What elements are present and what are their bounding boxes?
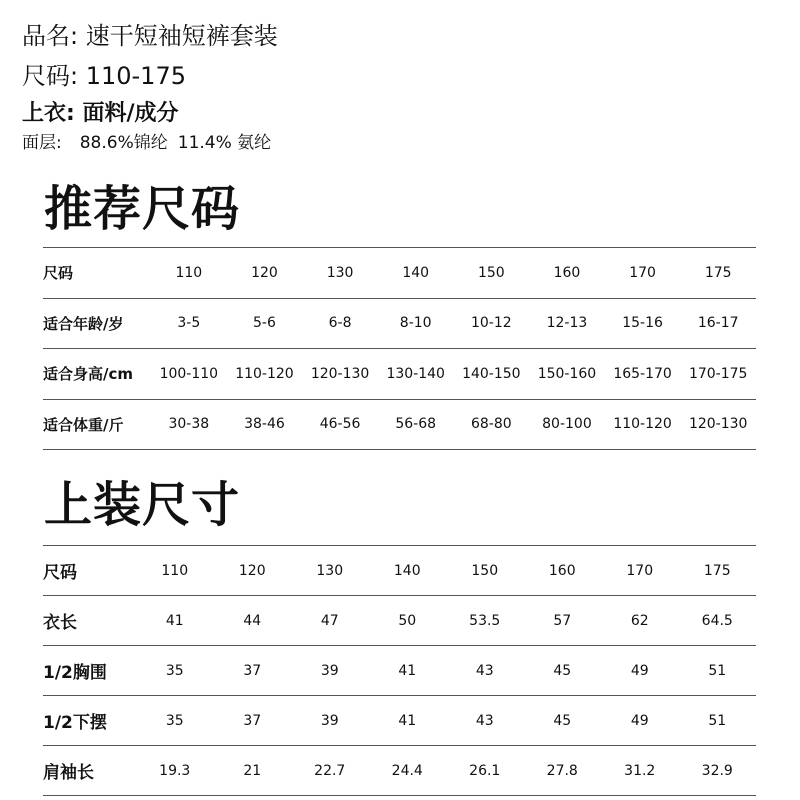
table-cell: 49 (601, 646, 679, 696)
table-cell: 32.9 (679, 746, 757, 796)
table-cell: 10-12 (454, 298, 530, 349)
table-cell: 22.7 (291, 746, 369, 796)
table-cell: 110 (151, 248, 227, 299)
table-cell: 110-120 (605, 399, 681, 450)
table-cell: 15-16 (605, 298, 681, 349)
table-cell: 120 (214, 546, 292, 596)
table-cell: 150 (454, 248, 530, 299)
fabric-spandex: 11.4% 氨纶 (177, 133, 272, 153)
table-cell: 120-130 (302, 349, 378, 400)
row-label: 衣长 (43, 596, 136, 646)
table-cell: 35 (136, 646, 214, 696)
table-cell: 56-68 (378, 399, 454, 450)
table-cell: 170 (605, 248, 681, 299)
table-cell: 130 (302, 248, 378, 299)
table-row (43, 546, 756, 596)
table-cell: 43 (446, 696, 524, 746)
table-cell: 100-110 (151, 349, 227, 400)
table-row (43, 298, 756, 349)
table-cell: 47 (291, 596, 369, 646)
table-cell: 26.1 (446, 746, 524, 796)
recommended-size-title: 推荐尺码 (44, 181, 241, 237)
table-cell: 53.5 (446, 596, 524, 646)
table-cell: 37 (214, 696, 292, 746)
table-row (43, 596, 756, 646)
table-cell: 45 (524, 696, 602, 746)
recommended-size-table (43, 247, 756, 450)
row-label: 肩袖长 (43, 746, 136, 796)
table-cell: 8-10 (378, 298, 454, 349)
table-cell: 41 (136, 596, 214, 646)
table-cell: 41 (369, 646, 447, 696)
row-label: 适合体重/斤 (43, 399, 151, 450)
table-cell: 175 (679, 546, 757, 596)
table-cell: 44 (214, 596, 292, 646)
row-label: 1/2下摆 (43, 696, 136, 746)
table-cell: 120 (227, 248, 303, 299)
table-cell: 21 (214, 746, 292, 796)
fabric-nylon: 88.6%锦纶 (79, 133, 168, 153)
table-cell: 3-5 (151, 298, 227, 349)
table-cell: 80-100 (529, 399, 605, 450)
table-cell: 110-120 (227, 349, 303, 400)
table-cell: 150-160 (529, 349, 605, 400)
table-cell: 35 (136, 696, 214, 746)
table-cell: 57 (524, 596, 602, 646)
table-cell: 39 (291, 646, 369, 696)
table-row (43, 349, 756, 400)
table-cell: 19.3 (136, 746, 214, 796)
table-cell: 31.2 (601, 746, 679, 796)
table-cell: 51 (679, 646, 757, 696)
table-cell: 140 (369, 546, 447, 596)
table-cell: 12-13 (529, 298, 605, 349)
table-cell: 39 (291, 696, 369, 746)
table-cell: 41 (369, 696, 447, 746)
table-row (43, 746, 756, 796)
table-cell: 43 (446, 646, 524, 696)
table-cell: 120-130 (680, 399, 756, 450)
table-cell: 37 (214, 646, 292, 696)
table-cell: 5-6 (227, 298, 303, 349)
table-cell: 38-46 (227, 399, 303, 450)
table-cell: 110 (136, 546, 214, 596)
table-cell: 140 (378, 248, 454, 299)
row-label: 1/2胸围 (43, 646, 136, 696)
table-row (43, 399, 756, 450)
table-cell: 62 (601, 596, 679, 646)
table-row (43, 646, 756, 696)
table-cell: 6-8 (302, 298, 378, 349)
fabric-label: 面层: (22, 133, 62, 153)
table-row (43, 696, 756, 746)
row-label: 尺码 (43, 546, 136, 596)
table-cell: 30-38 (151, 399, 227, 450)
row-label: 尺码 (43, 248, 151, 299)
row-label: 适合身高/cm (43, 349, 151, 400)
table-row (43, 248, 756, 299)
table-cell: 27.8 (524, 746, 602, 796)
table-cell: 68-80 (454, 399, 530, 450)
table-cell: 140-150 (454, 349, 530, 400)
table-cell: 51 (679, 696, 757, 746)
product-name: 品名: 速干短袖短裤套装 (22, 22, 278, 50)
table-cell: 150 (446, 546, 524, 596)
table-cell: 16-17 (680, 298, 756, 349)
row-label: 适合年龄/岁 (43, 298, 151, 349)
table-cell: 175 (680, 248, 756, 299)
table-cell: 50 (369, 596, 447, 646)
table-cell: 130-140 (378, 349, 454, 400)
table-cell: 160 (524, 546, 602, 596)
size-range: 尺码: 110-175 (22, 62, 186, 90)
table-cell: 64.5 (679, 596, 757, 646)
table-cell: 46-56 (302, 399, 378, 450)
top-fabric-heading: 上衣: 面料/成分 (22, 101, 179, 126)
top-size-title: 上装尺寸 (44, 477, 241, 533)
table-cell: 130 (291, 546, 369, 596)
fabric-composition (22, 128, 271, 153)
table-cell: 24.4 (369, 746, 447, 796)
table-cell: 49 (601, 696, 679, 746)
top-size-table (43, 545, 756, 796)
table-cell: 170 (601, 546, 679, 596)
table-cell: 45 (524, 646, 602, 696)
table-cell: 170-175 (680, 349, 756, 400)
table-cell: 160 (529, 248, 605, 299)
table-cell: 165-170 (605, 349, 681, 400)
